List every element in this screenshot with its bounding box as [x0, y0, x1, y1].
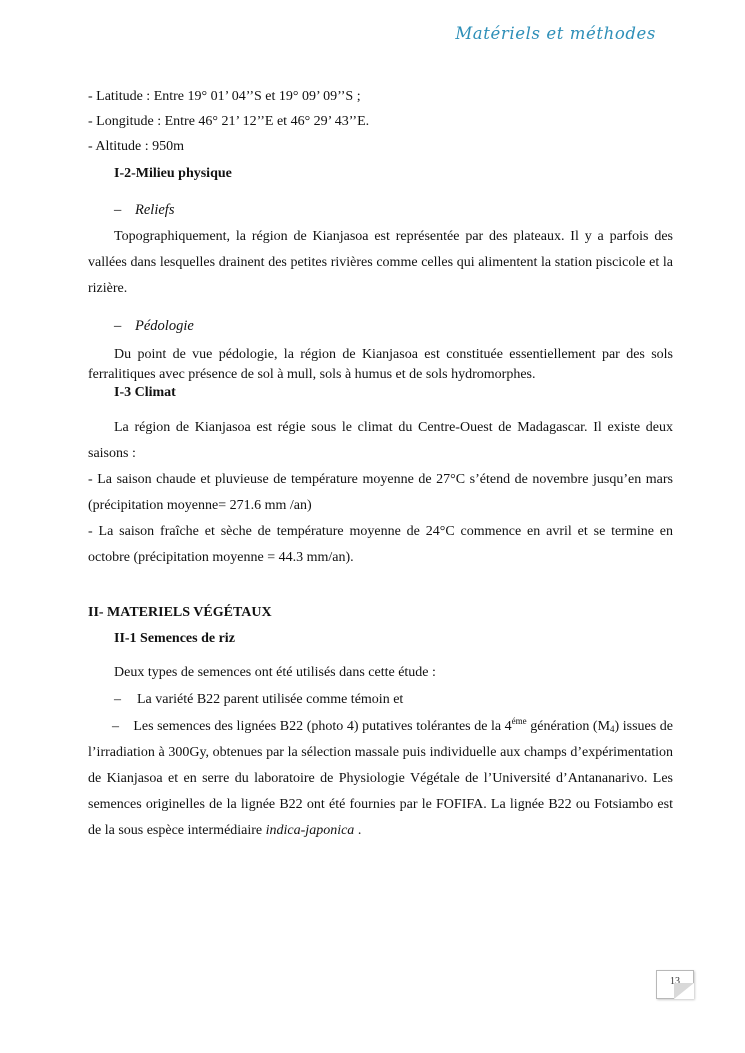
dash-bullet: –: [114, 318, 122, 334]
list-item-b22-parent: [114, 692, 403, 708]
dash-bullet: –: [114, 692, 121, 707]
heading-milieu-physique: I-2-Milieu physique: [114, 166, 232, 181]
list-item-text: La variété B22 parent utilisée comme témoin et: [137, 692, 404, 707]
longitude-line: - Longitude : Entre 46° 21’ 12’’E et 46° 29’ 43’’E.: [88, 114, 370, 129]
indica-japonica-term: indica-japonica: [265, 823, 355, 838]
pedologie-title: Pédologie: [135, 318, 194, 334]
reliefs-title: Reliefs: [135, 202, 175, 218]
saison-fraiche: - La saison fraîche et sèche de température moyenne de 24°C commence en avril et se termine en octobre (précipitation moyenne = 44.3 mm/an).: [88, 524, 673, 565]
semences-intro: Deux types de semences ont été utilisés dans cette étude :: [114, 665, 436, 680]
climat-intro: La région de Kianjasoa est régie sous le climat du Centre-Ouest de Madagascar. Il existe deux saisons :: [88, 420, 673, 461]
list-item-lignees-b22: [88, 714, 673, 844]
latitude-line: - Latitude : Entre 19° 01’ 04’’S et 19° 09’ 09’’S ;: [88, 89, 361, 104]
pedologie-subheading: [114, 318, 194, 335]
m4-subscript: 4: [610, 724, 615, 734]
lignees-text-end: ) issues de l’irradiation à 300Gy, obtenues par la sélection massale puis individuelle aux champs d’expérimentation de Kianjasoa et en serre du laboratoire de Physiologie Végétale de l’Université d’Antananarivo. Les semences originelles de la lignée B22 ont été fournies par le FOFIFA. La lignée B22 ou Fotsiambo est de la sous espèce intermédiaire: [88, 719, 674, 838]
lignees-text-mid: génération (M: [526, 719, 611, 734]
page-corner-fold: [674, 983, 694, 999]
dash-bullet: –: [114, 202, 122, 218]
reliefs-subheading: [114, 202, 174, 219]
lignees-text-start: Les semences des lignées B22 (photo 4) putatives tolérantes de la 4: [133, 719, 512, 734]
page-number: 13: [670, 976, 680, 987]
pedologie-paragraph: Du point de vue pédologie, la région de Kianjasoa est constituée essentiellement par des sols ferralitiques avec présence de sol à mull, sols à humus et de sols hydromorphes.: [88, 347, 673, 382]
reliefs-paragraph: Topographiquement, la région de Kianjasoa est représentée par des plateaux. Il y a parfois des vallées dans lesquelles drainent des petites rivières comme celles qui alimentent la station piscicole et la rizière.: [88, 229, 673, 296]
generation-superscript: éme: [511, 716, 527, 726]
altitude-line: - Altitude : 950m: [88, 139, 185, 154]
heading-materiels-vegetaux: II- MATERIELS VÉGÉTAUX: [88, 605, 272, 620]
saison-chaude: - La saison chaude et pluvieuse de température moyenne de 27°C s’étend de novembre jusqu’en mars (précipitation moyenne= 271.6 mm /an): [88, 472, 673, 513]
heading-climat: I-3 Climat: [114, 385, 176, 400]
heading-semences-riz: II-1 Semences de riz: [114, 631, 235, 646]
dash-bullet: –: [112, 719, 119, 734]
lignees-text-tail: .: [354, 823, 362, 838]
page-number-box: [656, 970, 694, 999]
running-header: Matériels et méthodes: [455, 24, 656, 43]
